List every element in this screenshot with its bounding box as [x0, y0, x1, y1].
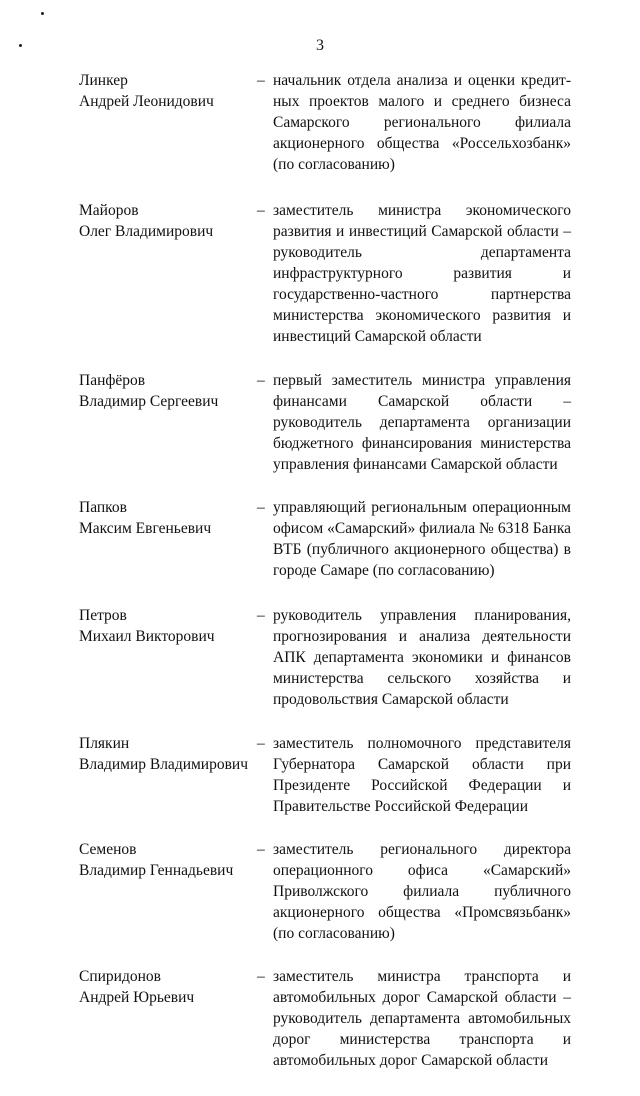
member-name	[79, 839, 257, 944]
member-name	[79, 370, 257, 475]
page-number: 3	[316, 37, 324, 54]
member-given-names: Михаил Викторович	[79, 628, 215, 645]
member-position-text: начальник отдела анализа и оценки кредитных проектов малого и среднего бизнеса Самарского регионального филиала акционерного общества «Россельхозбанк» (по согласованию)	[273, 72, 571, 173]
member-given-names: Андрей Юрьевич	[79, 989, 195, 1006]
member-position	[257, 70, 571, 175]
member-position-text: заместитель министра экономического развития и инвестиций Самарской области – руководитель департамента инфраструктурного развития и государственно-частного партнерства министерства экономического развития и инвестиций Самарской области	[273, 202, 571, 345]
member-position-text: заместитель регионального директора операционного офиса «Самарский» Приволжского филиала публичного акционерного общества «Промсвязьбанк» (по согласованию)	[273, 841, 571, 942]
member-entry	[79, 200, 571, 347]
dash: –	[257, 968, 265, 985]
member-position	[257, 605, 571, 710]
member-name	[79, 200, 257, 347]
scan-dot	[41, 12, 44, 15]
member-entry	[79, 839, 571, 944]
dash: –	[257, 735, 265, 752]
member-name	[79, 733, 257, 817]
member-position	[257, 733, 571, 817]
member-position-text: первый заместитель министра управления финансами Самарской области – руководитель департамента организации бюджетного финансирования министерства управления финансами Самарской области	[273, 372, 571, 473]
member-entry	[79, 370, 571, 475]
member-surname: Семенов	[79, 841, 137, 858]
member-given-names: Владимир Геннадьевич	[79, 862, 234, 879]
dash: –	[257, 607, 265, 624]
member-entry	[79, 733, 571, 817]
member-given-names: Владимир Владимирович	[79, 756, 249, 773]
member-surname: Петров	[79, 607, 127, 624]
member-position-text: заместитель полномочного представителя Губернатора Самарской области при Президенте Российской Федерации и Правительстве Российской Федерации	[273, 735, 571, 815]
member-position-text: руководитель управления планирования, прогнозирования и анализа деятельности АПК департамента экономики и финансов министерства сельского хозяйства и продовольствия Самарской области	[273, 607, 571, 708]
member-position	[257, 370, 571, 475]
dash: –	[257, 499, 265, 516]
member-surname: Майоров	[79, 202, 139, 219]
member-list	[79, 70, 571, 1096]
member-name	[79, 497, 257, 581]
member-position	[257, 497, 571, 581]
member-name	[79, 966, 257, 1071]
member-entry	[79, 605, 571, 710]
member-given-names: Владимир Сергеевич	[79, 393, 219, 410]
dash: –	[257, 202, 265, 219]
member-entry	[79, 70, 571, 175]
dash: –	[257, 72, 265, 89]
member-surname: Линкер	[79, 72, 128, 89]
dash: –	[257, 372, 265, 389]
member-given-names: Андрей Леонидович	[79, 93, 214, 110]
member-given-names: Максим Евгеньевич	[79, 520, 212, 537]
member-name	[79, 605, 257, 710]
member-surname: Панфёров	[79, 372, 146, 389]
dash: –	[257, 841, 265, 858]
member-entry	[79, 497, 571, 581]
member-surname: Спиридонов	[79, 968, 161, 985]
member-surname: Плякин	[79, 735, 130, 752]
member-position	[257, 200, 571, 347]
member-entry	[79, 966, 571, 1071]
member-position	[257, 839, 571, 944]
member-name	[79, 70, 257, 175]
member-given-names: Олег Владимирович	[79, 223, 214, 240]
member-position-text: заместитель министра транспорта и автомобильных дорог Самарской области – руководитель департамента автомобильных дорог министерства транспорта и автомобильных дорог Самарской области	[273, 968, 571, 1069]
member-surname: Папков	[79, 499, 127, 516]
member-position-text: управляющий региональным операционным офисом «Самарский» филиала № 6318 Банка ВТБ (публичного акционерного общества) в городе Самаре (по согласованию)	[273, 499, 571, 579]
member-position	[257, 966, 571, 1071]
